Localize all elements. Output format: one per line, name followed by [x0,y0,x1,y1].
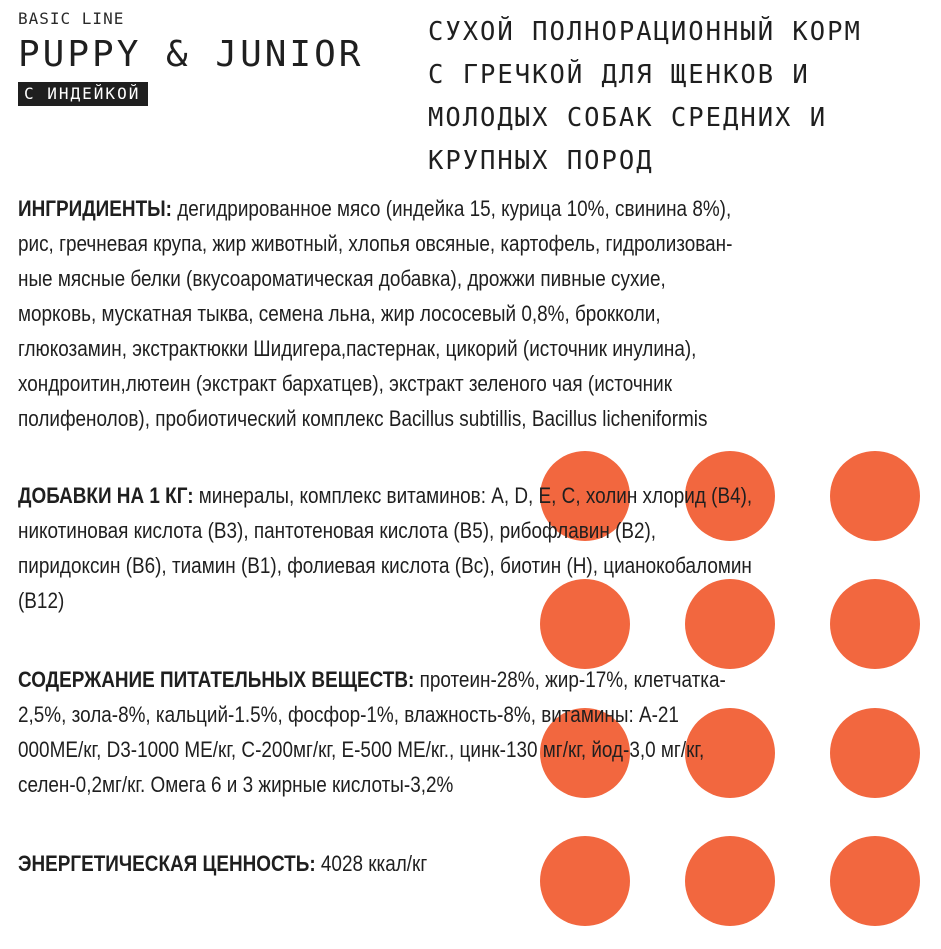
additives-section [18,478,921,618]
nutrients-text: протеин-28%, жир-17%, клетчатка- [419,667,726,692]
energy-line [18,846,921,881]
nutrients-line: 000МЕ/кг, D3-1000 МЕ/кг, С-200мг/кг, Е-500 МЕ/кг., цинк-130 мг/кг, йод-3,0 мг/кг, [18,737,705,762]
nutrients-label: СОДЕРЖАНИЕ ПИТАТЕЛЬНЫХ ВЕЩЕСТВ: [18,667,415,692]
energy-label: ЭНЕРГЕТИЧЕСКАЯ ЦЕННОСТЬ: [18,851,316,876]
energy-section [18,846,921,881]
ingredients-line: полифенолов), пробиотический комплекс Bacillus subtillis, Bacillus licheniformis [18,406,708,431]
additives-line [18,478,921,513]
ingredients-line: ные мясные белки (вкусоароматическая добавка), дрожжи пивные сухие, [18,266,666,291]
product-description [428,11,938,183]
product-header [18,8,363,106]
energy-value: 4028 ккал/кг [320,851,428,876]
description-line: СУХОЙ ПОЛНОРАЦИОННЫЙ КОРМ [428,17,862,47]
nutrients-line: селен-0,2мг/кг. Омега 6 и 3 жирные кислоты-3,2% [18,772,454,797]
nutrients-line: 2,5%, зола-8%, кальций-1.5%, фосфор-1%, влажность-8%, витамины: А-21 [18,702,679,727]
description-line: МОЛОДЫХ СОБАК СРЕДНИХ И [428,103,828,133]
additives-text: минералы, комплекс витаминов: A, D, E, C, холин хлорид (B4), [198,483,753,508]
additives-line: пиридоксин (B6), тиамин (B1), фолиевая кислота (Bc), биотин (H), цианокобаломин [18,553,752,578]
flavor-badge: С ИНДЕЙКОЙ [18,82,148,106]
ingredients-label: ИНГРИДИЕНТЫ: [18,196,172,221]
ingredients-line: хондроитин,лютеин (экстракт бархатцев), экстракт зеленого чая (источник [18,371,672,396]
additives-line: (B12) [18,588,65,613]
description-line: С ГРЕЧКОЙ ДЛЯ ЩЕНКОВ И [428,60,810,90]
ingredients-line: рис, гречневая крупа, жир животный, хлопья овсяные, картофель, гидролизован- [18,231,733,256]
description-line: КРУПНЫХ ПОРОД [428,146,654,176]
additives-label: ДОБАВКИ НА 1 КГ: [18,483,194,508]
nutrients-section [18,662,921,802]
additives-line: никотиновая кислота (B3), пантотеновая кислота (B5), рибофлавин (B2), [18,518,657,543]
ingredients-line [18,191,921,226]
nutrients-line [18,662,921,697]
product-line-label: BASIC LINE [18,9,125,28]
ingredients-text: дегидрированное мясо (индейка 15, курица 10%, свинина 8%), [177,196,732,221]
ingredients-line: глюкозамин, экстрактюкки Шидигера,пастернак, цикорий (источник инулина), [18,336,697,361]
ingredients-line: морковь, мускатная тыква, семена льна, жир лососевый 0,8%, брокколи, [18,301,661,326]
ingredients-section [18,191,921,436]
product-name: PUPPY & JUNIOR [18,34,364,75]
